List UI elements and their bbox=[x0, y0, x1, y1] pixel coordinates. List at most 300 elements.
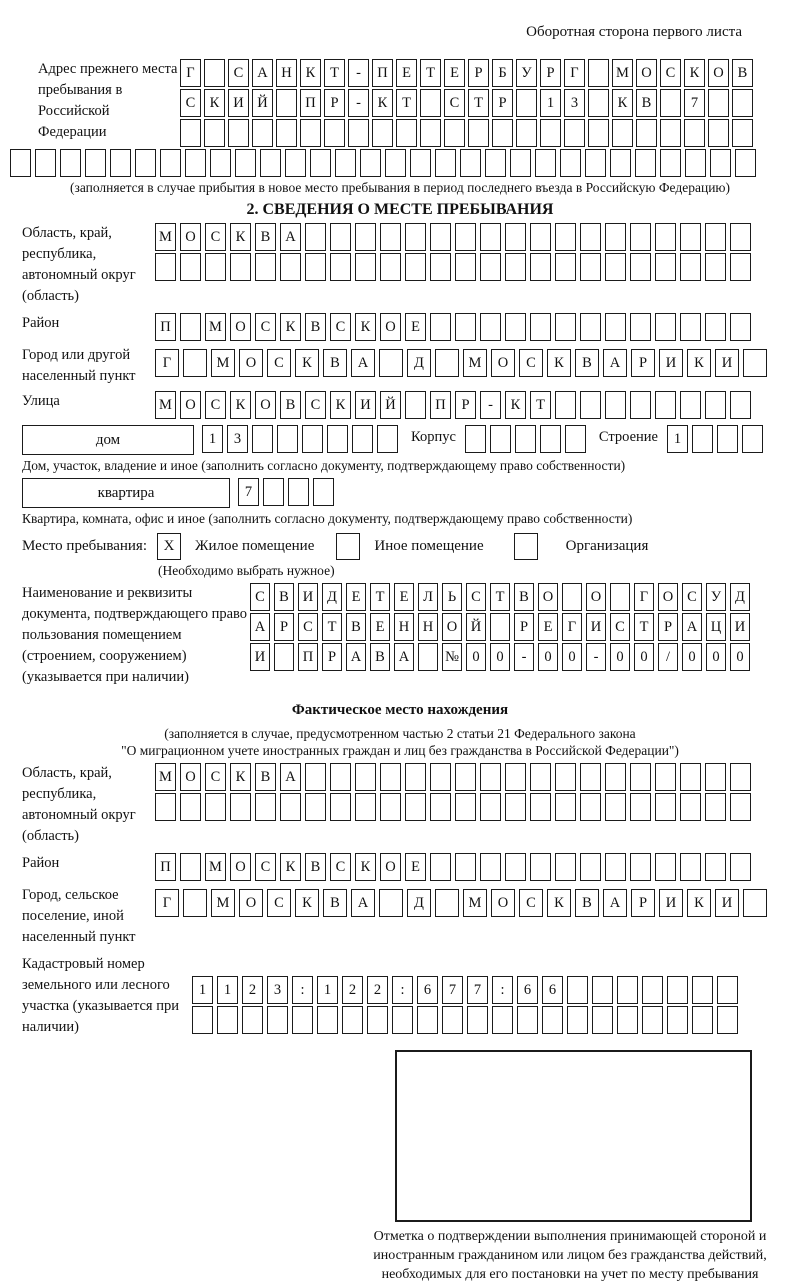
char-box[interactable]: С bbox=[330, 313, 351, 341]
char-box[interactable] bbox=[580, 763, 601, 791]
char-box[interactable]: О bbox=[442, 613, 462, 641]
char-box[interactable] bbox=[255, 793, 276, 821]
char-box[interactable] bbox=[540, 425, 561, 453]
char-box[interactable] bbox=[480, 763, 501, 791]
char-box[interactable] bbox=[442, 1006, 463, 1034]
char-box[interactable] bbox=[330, 223, 351, 251]
char-box[interactable] bbox=[292, 1006, 313, 1034]
char-box[interactable]: Д bbox=[730, 583, 750, 611]
char-box[interactable]: : bbox=[292, 976, 313, 1004]
char-box[interactable] bbox=[655, 253, 676, 281]
char-box[interactable] bbox=[717, 1006, 738, 1034]
char-box[interactable]: О bbox=[180, 391, 201, 419]
checkbox-other-premises[interactable] bbox=[336, 533, 360, 560]
char-box[interactable] bbox=[743, 889, 767, 917]
char-box[interactable] bbox=[588, 89, 609, 117]
char-box[interactable]: О bbox=[239, 889, 263, 917]
char-box[interactable] bbox=[180, 253, 201, 281]
char-box[interactable] bbox=[515, 425, 536, 453]
char-box[interactable]: Р bbox=[514, 613, 534, 641]
char-box[interactable] bbox=[274, 643, 294, 671]
char-box[interactable]: А bbox=[280, 223, 301, 251]
char-box[interactable] bbox=[580, 223, 601, 251]
char-box[interactable]: М bbox=[155, 223, 176, 251]
char-box[interactable] bbox=[505, 313, 526, 341]
char-box[interactable] bbox=[505, 253, 526, 281]
char-box[interactable] bbox=[612, 119, 633, 147]
char-box[interactable] bbox=[605, 313, 626, 341]
char-box[interactable]: Т bbox=[420, 59, 441, 87]
char-box[interactable]: О bbox=[239, 349, 263, 377]
char-box[interactable] bbox=[288, 478, 309, 506]
char-box[interactable]: У bbox=[516, 59, 537, 87]
char-box[interactable]: К bbox=[684, 59, 705, 87]
char-box[interactable] bbox=[285, 149, 306, 177]
char-box[interactable]: 6 bbox=[417, 976, 438, 1004]
char-box[interactable] bbox=[530, 793, 551, 821]
char-box[interactable] bbox=[655, 391, 676, 419]
char-box[interactable]: А bbox=[351, 349, 375, 377]
char-box[interactable]: Й bbox=[466, 613, 486, 641]
char-box[interactable]: М bbox=[205, 313, 226, 341]
char-box[interactable] bbox=[392, 1006, 413, 1034]
char-box[interactable] bbox=[705, 313, 726, 341]
char-box[interactable]: Б bbox=[492, 59, 513, 87]
char-box[interactable]: : bbox=[392, 976, 413, 1004]
char-box[interactable] bbox=[110, 149, 131, 177]
char-box[interactable] bbox=[300, 119, 321, 147]
char-box[interactable]: К bbox=[280, 853, 301, 881]
char-box[interactable] bbox=[85, 149, 106, 177]
char-box[interactable] bbox=[588, 119, 609, 147]
char-box[interactable]: О bbox=[380, 853, 401, 881]
char-box[interactable] bbox=[405, 793, 426, 821]
char-box[interactable] bbox=[708, 119, 729, 147]
char-box[interactable] bbox=[655, 223, 676, 251]
char-box[interactable] bbox=[180, 793, 201, 821]
char-box[interactable]: П bbox=[372, 59, 393, 87]
char-box[interactable] bbox=[302, 425, 323, 453]
char-box[interactable]: В bbox=[255, 223, 276, 251]
char-box[interactable]: С bbox=[180, 89, 201, 117]
char-box[interactable]: В bbox=[323, 349, 347, 377]
char-box[interactable] bbox=[732, 89, 753, 117]
char-box[interactable]: А bbox=[351, 889, 375, 917]
char-box[interactable] bbox=[180, 853, 201, 881]
char-box[interactable] bbox=[420, 89, 441, 117]
char-box[interactable] bbox=[380, 763, 401, 791]
char-box[interactable] bbox=[680, 253, 701, 281]
char-box[interactable] bbox=[430, 253, 451, 281]
char-box[interactable] bbox=[185, 149, 206, 177]
char-box[interactable]: А bbox=[252, 59, 273, 87]
char-box[interactable] bbox=[555, 853, 576, 881]
char-box[interactable] bbox=[405, 763, 426, 791]
char-box[interactable]: М bbox=[463, 349, 487, 377]
char-box[interactable]: 2 bbox=[242, 976, 263, 1004]
char-box[interactable] bbox=[430, 793, 451, 821]
char-box[interactable] bbox=[605, 391, 626, 419]
char-box[interactable] bbox=[705, 223, 726, 251]
char-box[interactable] bbox=[680, 223, 701, 251]
char-box[interactable] bbox=[396, 119, 417, 147]
char-box[interactable]: Е bbox=[346, 583, 366, 611]
char-box[interactable] bbox=[327, 425, 348, 453]
char-box[interactable] bbox=[480, 793, 501, 821]
char-box[interactable] bbox=[10, 149, 31, 177]
char-box[interactable] bbox=[355, 763, 376, 791]
char-box[interactable] bbox=[592, 1006, 613, 1034]
char-box[interactable]: К bbox=[612, 89, 633, 117]
char-box[interactable] bbox=[610, 583, 630, 611]
char-box[interactable]: Е bbox=[405, 313, 426, 341]
char-box[interactable] bbox=[510, 149, 531, 177]
char-box[interactable] bbox=[617, 1006, 638, 1034]
char-box[interactable] bbox=[160, 149, 181, 177]
char-box[interactable]: Р bbox=[540, 59, 561, 87]
char-box[interactable]: 7 bbox=[684, 89, 705, 117]
char-box[interactable] bbox=[605, 223, 626, 251]
char-box[interactable] bbox=[692, 1006, 713, 1034]
char-box[interactable]: 1 bbox=[202, 425, 223, 453]
char-box[interactable]: М bbox=[155, 391, 176, 419]
char-box[interactable]: В bbox=[575, 889, 599, 917]
char-box[interactable] bbox=[530, 763, 551, 791]
char-box[interactable]: И bbox=[659, 349, 683, 377]
char-box[interactable] bbox=[342, 1006, 363, 1034]
char-box[interactable] bbox=[530, 223, 551, 251]
char-box[interactable] bbox=[555, 793, 576, 821]
char-box[interactable] bbox=[348, 119, 369, 147]
char-box[interactable] bbox=[630, 391, 651, 419]
char-box[interactable] bbox=[305, 763, 326, 791]
char-box[interactable]: К bbox=[295, 889, 319, 917]
char-box[interactable] bbox=[430, 313, 451, 341]
char-box[interactable]: С bbox=[205, 763, 226, 791]
char-box[interactable]: : bbox=[492, 976, 513, 1004]
char-box[interactable]: 7 bbox=[467, 976, 488, 1004]
char-box[interactable]: А bbox=[394, 643, 414, 671]
char-box[interactable] bbox=[730, 223, 751, 251]
char-box[interactable]: Р bbox=[631, 889, 655, 917]
char-box[interactable]: 3 bbox=[564, 89, 585, 117]
char-box[interactable] bbox=[680, 313, 701, 341]
char-box[interactable] bbox=[305, 253, 326, 281]
char-box[interactable] bbox=[605, 793, 626, 821]
char-box[interactable] bbox=[155, 793, 176, 821]
char-box[interactable]: Г bbox=[155, 349, 179, 377]
char-box[interactable]: С bbox=[267, 889, 291, 917]
char-box[interactable] bbox=[505, 223, 526, 251]
char-box[interactable] bbox=[455, 853, 476, 881]
char-box[interactable]: Г bbox=[564, 59, 585, 87]
char-box[interactable]: И bbox=[730, 613, 750, 641]
char-box[interactable]: О bbox=[658, 583, 678, 611]
char-box[interactable]: № bbox=[442, 643, 462, 671]
char-box[interactable]: П bbox=[300, 89, 321, 117]
char-box[interactable] bbox=[360, 149, 381, 177]
char-box[interactable] bbox=[660, 89, 681, 117]
char-box[interactable] bbox=[355, 253, 376, 281]
char-box[interactable] bbox=[516, 119, 537, 147]
char-box[interactable] bbox=[636, 119, 657, 147]
char-box[interactable] bbox=[580, 313, 601, 341]
char-box[interactable] bbox=[230, 793, 251, 821]
char-box[interactable]: 6 bbox=[517, 976, 538, 1004]
char-box[interactable]: К bbox=[204, 89, 225, 117]
char-box[interactable]: С bbox=[519, 349, 543, 377]
char-box[interactable] bbox=[540, 119, 561, 147]
char-box[interactable] bbox=[183, 349, 207, 377]
char-box[interactable] bbox=[380, 793, 401, 821]
char-box[interactable] bbox=[379, 349, 403, 377]
char-box[interactable]: Г bbox=[562, 613, 582, 641]
char-box[interactable]: И bbox=[586, 613, 606, 641]
char-box[interactable]: А bbox=[346, 643, 366, 671]
char-box[interactable]: Т bbox=[396, 89, 417, 117]
char-box[interactable]: 7 bbox=[238, 478, 259, 506]
char-box[interactable]: К bbox=[372, 89, 393, 117]
char-box[interactable] bbox=[430, 853, 451, 881]
char-box[interactable] bbox=[490, 425, 511, 453]
char-box[interactable] bbox=[705, 793, 726, 821]
char-box[interactable] bbox=[655, 853, 676, 881]
char-box[interactable]: К bbox=[330, 391, 351, 419]
char-box[interactable]: А bbox=[682, 613, 702, 641]
char-box[interactable] bbox=[435, 149, 456, 177]
char-box[interactable] bbox=[630, 253, 651, 281]
char-box[interactable] bbox=[252, 425, 273, 453]
char-box[interactable]: Д bbox=[322, 583, 342, 611]
char-box[interactable]: 2 bbox=[342, 976, 363, 1004]
char-box[interactable]: И bbox=[715, 889, 739, 917]
char-box[interactable]: О bbox=[491, 889, 515, 917]
char-box[interactable] bbox=[692, 976, 713, 1004]
char-box[interactable]: 0 bbox=[466, 643, 486, 671]
char-box[interactable] bbox=[730, 793, 751, 821]
char-box[interactable] bbox=[418, 643, 438, 671]
char-box[interactable] bbox=[655, 313, 676, 341]
char-box[interactable] bbox=[276, 119, 297, 147]
char-box[interactable] bbox=[660, 119, 681, 147]
char-box[interactable] bbox=[444, 119, 465, 147]
char-box[interactable]: В bbox=[323, 889, 347, 917]
char-box[interactable] bbox=[580, 793, 601, 821]
char-box[interactable] bbox=[367, 1006, 388, 1034]
char-box[interactable]: Т bbox=[490, 583, 510, 611]
char-box[interactable]: 3 bbox=[267, 976, 288, 1004]
char-box[interactable] bbox=[708, 89, 729, 117]
char-box[interactable]: Г bbox=[634, 583, 654, 611]
char-box[interactable] bbox=[217, 1006, 238, 1034]
char-box[interactable] bbox=[460, 149, 481, 177]
char-box[interactable] bbox=[324, 119, 345, 147]
char-box[interactable]: Д bbox=[407, 349, 431, 377]
char-box[interactable]: 1 bbox=[192, 976, 213, 1004]
char-box[interactable] bbox=[228, 119, 249, 147]
char-box[interactable]: К bbox=[355, 853, 376, 881]
char-box[interactable]: К bbox=[230, 223, 251, 251]
char-box[interactable]: О bbox=[708, 59, 729, 87]
char-box[interactable]: Е bbox=[538, 613, 558, 641]
char-box[interactable] bbox=[492, 119, 513, 147]
char-box[interactable] bbox=[705, 391, 726, 419]
char-box[interactable]: А bbox=[603, 889, 627, 917]
char-box[interactable] bbox=[330, 253, 351, 281]
char-box[interactable]: Е bbox=[444, 59, 465, 87]
char-box[interactable] bbox=[680, 853, 701, 881]
char-box[interactable] bbox=[135, 149, 156, 177]
char-box[interactable] bbox=[642, 976, 663, 1004]
char-box[interactable]: О bbox=[255, 391, 276, 419]
char-box[interactable]: 1 bbox=[317, 976, 338, 1004]
char-box[interactable] bbox=[405, 253, 426, 281]
char-box[interactable] bbox=[610, 149, 631, 177]
char-box[interactable] bbox=[455, 223, 476, 251]
char-box[interactable]: М bbox=[612, 59, 633, 87]
char-box[interactable] bbox=[555, 253, 576, 281]
char-box[interactable]: - bbox=[514, 643, 534, 671]
char-box[interactable] bbox=[630, 853, 651, 881]
char-box[interactable]: К bbox=[230, 391, 251, 419]
char-box[interactable] bbox=[430, 223, 451, 251]
char-box[interactable] bbox=[155, 253, 176, 281]
char-box[interactable]: Л bbox=[418, 583, 438, 611]
char-box[interactable]: Р bbox=[274, 613, 294, 641]
char-box[interactable]: 2 bbox=[367, 976, 388, 1004]
char-box[interactable] bbox=[192, 1006, 213, 1034]
char-box[interactable] bbox=[492, 1006, 513, 1034]
char-box[interactable] bbox=[655, 763, 676, 791]
char-box[interactable]: М bbox=[211, 349, 235, 377]
char-box[interactable] bbox=[263, 478, 284, 506]
char-box[interactable] bbox=[204, 119, 225, 147]
char-box[interactable]: С bbox=[305, 391, 326, 419]
char-box[interactable] bbox=[467, 1006, 488, 1034]
char-box[interactable]: О bbox=[491, 349, 515, 377]
char-box[interactable]: Р bbox=[468, 59, 489, 87]
char-box[interactable]: Н bbox=[276, 59, 297, 87]
char-box[interactable]: К bbox=[280, 313, 301, 341]
char-box[interactable] bbox=[517, 1006, 538, 1034]
char-box[interactable] bbox=[588, 59, 609, 87]
char-box[interactable] bbox=[505, 763, 526, 791]
char-box[interactable] bbox=[468, 119, 489, 147]
char-box[interactable] bbox=[480, 853, 501, 881]
char-box[interactable] bbox=[710, 149, 731, 177]
char-box[interactable] bbox=[535, 149, 556, 177]
char-box[interactable]: 1 bbox=[217, 976, 238, 1004]
char-box[interactable] bbox=[530, 253, 551, 281]
char-box[interactable]: Т bbox=[322, 613, 342, 641]
char-box[interactable]: В bbox=[280, 391, 301, 419]
char-box[interactable]: В bbox=[370, 643, 390, 671]
char-box[interactable]: В bbox=[514, 583, 534, 611]
char-box[interactable] bbox=[592, 976, 613, 1004]
char-box[interactable]: Т bbox=[324, 59, 345, 87]
char-box[interactable] bbox=[555, 391, 576, 419]
char-box[interactable] bbox=[580, 853, 601, 881]
char-box[interactable]: П bbox=[298, 643, 318, 671]
char-box[interactable]: Й bbox=[380, 391, 401, 419]
char-box[interactable] bbox=[630, 793, 651, 821]
char-box[interactable] bbox=[480, 253, 501, 281]
char-box[interactable]: - bbox=[348, 59, 369, 87]
char-box[interactable] bbox=[705, 763, 726, 791]
char-box[interactable] bbox=[605, 853, 626, 881]
char-box[interactable]: В bbox=[305, 853, 326, 881]
char-box[interactable]: В bbox=[732, 59, 753, 87]
char-box[interactable]: 0 bbox=[730, 643, 750, 671]
char-box[interactable] bbox=[305, 223, 326, 251]
char-box[interactable]: А bbox=[250, 613, 270, 641]
char-box[interactable]: 0 bbox=[490, 643, 510, 671]
char-box[interactable]: Г bbox=[155, 889, 179, 917]
char-box[interactable] bbox=[317, 1006, 338, 1034]
char-box[interactable]: С bbox=[466, 583, 486, 611]
char-box[interactable] bbox=[605, 763, 626, 791]
char-box[interactable]: 1 bbox=[540, 89, 561, 117]
char-box[interactable] bbox=[180, 119, 201, 147]
char-box[interactable] bbox=[562, 583, 582, 611]
char-box[interactable] bbox=[372, 119, 393, 147]
char-box[interactable]: 0 bbox=[682, 643, 702, 671]
char-box[interactable]: В bbox=[305, 313, 326, 341]
char-box[interactable] bbox=[530, 313, 551, 341]
char-box[interactable]: М bbox=[205, 853, 226, 881]
char-box[interactable] bbox=[465, 425, 486, 453]
char-box[interactable] bbox=[310, 149, 331, 177]
char-box[interactable] bbox=[180, 313, 201, 341]
char-box[interactable] bbox=[542, 1006, 563, 1034]
char-box[interactable]: К bbox=[355, 313, 376, 341]
char-box[interactable] bbox=[505, 853, 526, 881]
char-box[interactable]: Г bbox=[180, 59, 201, 87]
char-box[interactable]: С bbox=[250, 583, 270, 611]
checkbox-dwelling[interactable]: X bbox=[157, 533, 181, 560]
char-box[interactable] bbox=[667, 1006, 688, 1034]
char-box[interactable]: К bbox=[230, 763, 251, 791]
char-box[interactable]: Т bbox=[370, 583, 390, 611]
char-box[interactable] bbox=[276, 89, 297, 117]
char-box[interactable] bbox=[305, 793, 326, 821]
char-box[interactable] bbox=[635, 149, 656, 177]
char-box[interactable]: Р bbox=[631, 349, 655, 377]
char-box[interactable]: Й bbox=[252, 89, 273, 117]
char-box[interactable]: Е bbox=[394, 583, 414, 611]
char-box[interactable] bbox=[480, 313, 501, 341]
char-box[interactable] bbox=[379, 889, 403, 917]
char-box[interactable]: К bbox=[687, 889, 711, 917]
char-box[interactable] bbox=[617, 976, 638, 1004]
char-box[interactable]: О bbox=[230, 313, 251, 341]
checkbox-organization[interactable] bbox=[514, 533, 538, 560]
char-box[interactable]: 7 bbox=[442, 976, 463, 1004]
char-box[interactable]: Ц bbox=[706, 613, 726, 641]
char-box[interactable]: Н bbox=[394, 613, 414, 641]
char-box[interactable]: Р bbox=[658, 613, 678, 641]
char-box[interactable]: А bbox=[603, 349, 627, 377]
char-box[interactable] bbox=[630, 763, 651, 791]
char-box[interactable] bbox=[267, 1006, 288, 1034]
char-box[interactable]: К bbox=[300, 59, 321, 87]
char-box[interactable] bbox=[313, 478, 334, 506]
char-box[interactable] bbox=[667, 976, 688, 1004]
char-box[interactable]: С bbox=[610, 613, 630, 641]
char-box[interactable]: 0 bbox=[706, 643, 726, 671]
char-box[interactable] bbox=[742, 425, 763, 453]
char-box[interactable] bbox=[210, 149, 231, 177]
